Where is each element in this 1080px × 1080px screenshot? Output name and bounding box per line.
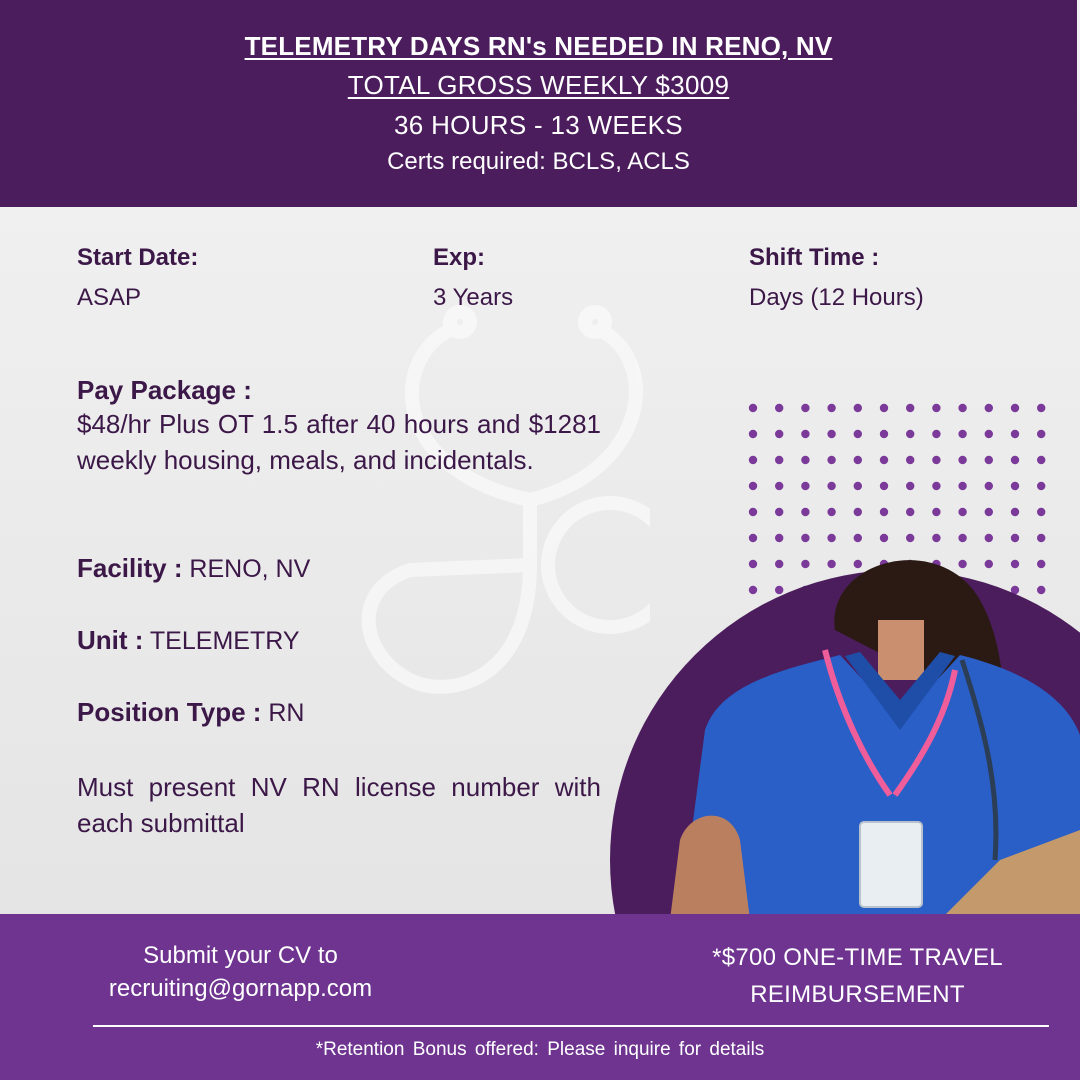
pattern-dot (985, 482, 993, 490)
pattern-dot (1011, 508, 1019, 516)
pattern-dot (801, 508, 809, 516)
shift-time-label: Shift Time : (749, 244, 880, 271)
facility-value: RENO, NV (182, 555, 311, 583)
pattern-dot (906, 534, 914, 542)
pattern-dot (906, 404, 914, 412)
pattern-dot (775, 404, 783, 412)
pattern-dot (854, 430, 862, 438)
pattern-dot (880, 404, 888, 412)
pattern-dot (801, 482, 809, 490)
pattern-dot (1037, 508, 1045, 516)
license-note: Must present NV RN license number with each submittal (77, 772, 601, 838)
pattern-dot (932, 404, 940, 412)
gross-weekly-pay: TOTAL GROSS WEEKLY $3009 (347, 70, 730, 100)
pattern-dot (854, 482, 862, 490)
unit-label: Unit : (77, 625, 144, 655)
position-type-label: Position Type : (77, 697, 262, 727)
pattern-dot (775, 482, 783, 490)
pattern-dot (880, 456, 888, 464)
start-date-label: Start Date: (77, 244, 199, 271)
travel-line-2: REIMBURSEMENT (750, 981, 965, 1008)
pattern-dot (985, 508, 993, 516)
pattern-dot (827, 534, 835, 542)
pattern-dot (906, 430, 914, 438)
pattern-dot (775, 456, 783, 464)
pattern-dot (1037, 430, 1045, 438)
facility-label: Facility : (77, 553, 183, 583)
facility-row (77, 553, 310, 584)
pattern-dot (985, 430, 993, 438)
pattern-dot (932, 430, 940, 438)
pattern-dot (749, 534, 757, 542)
hours-weeks: 36 HOURS - 13 WEEKS (394, 110, 683, 140)
pay-package-label: Pay Package : (77, 375, 252, 405)
submit-cv-block (88, 939, 393, 1005)
pattern-dot (958, 508, 966, 516)
pattern-dot (932, 456, 940, 464)
experience-value: 3 Years (433, 284, 514, 311)
pattern-dot (1011, 482, 1019, 490)
pattern-dot (801, 456, 809, 464)
pattern-dot (827, 404, 835, 412)
pattern-dot (880, 430, 888, 438)
pattern-dot (1011, 534, 1019, 542)
pattern-dot (985, 534, 993, 542)
start-date-block (77, 244, 198, 312)
pattern-dot (749, 456, 757, 464)
pattern-dot (906, 508, 914, 516)
pattern-dot (801, 534, 809, 542)
pattern-dot (854, 404, 862, 412)
pattern-dot (958, 430, 966, 438)
pattern-dot (932, 508, 940, 516)
shift-time-block (749, 244, 924, 312)
pattern-dot (1037, 456, 1045, 464)
pattern-dot (1011, 456, 1019, 464)
pattern-dot (958, 482, 966, 490)
pattern-dot (827, 508, 835, 516)
pattern-dot (749, 404, 757, 412)
pattern-dot (906, 456, 914, 464)
pattern-dot (827, 430, 835, 438)
travel-reimbursement (700, 939, 1015, 1013)
pattern-dot (1037, 404, 1045, 412)
pattern-dot (801, 430, 809, 438)
pattern-dot (880, 508, 888, 516)
pattern-dot (1011, 430, 1019, 438)
nurse-photo (610, 560, 1080, 920)
pattern-dot (775, 508, 783, 516)
experience-label: Exp: (433, 244, 486, 271)
certs-required: Certs required: BCLS, ACLS (387, 148, 690, 175)
pattern-dot (932, 534, 940, 542)
unit-row (77, 625, 300, 656)
pattern-dot (827, 456, 835, 464)
recruiting-email[interactable]: recruiting@gornapp.com (108, 975, 373, 1002)
pattern-dot (958, 404, 966, 412)
pattern-dot (854, 508, 862, 516)
pattern-dot (854, 456, 862, 464)
footer-banner (0, 914, 1080, 1080)
pattern-dot (775, 534, 783, 542)
pattern-dot (801, 404, 809, 412)
pattern-dot (1037, 482, 1045, 490)
experience-block (433, 244, 513, 312)
job-title: TELEMETRY DAYS RN's NEEDED IN RENO, NV (244, 31, 833, 61)
unit-value: TELEMETRY (143, 627, 300, 655)
position-type-row (77, 697, 304, 728)
pay-package-text: $48/hr Plus OT 1.5 after 40 hours and $1281 weekly housing, meals, and incidentals. (77, 409, 601, 475)
pattern-dot (958, 456, 966, 464)
pattern-dot (985, 404, 993, 412)
position-type-value: RN (261, 699, 305, 727)
pattern-dot (749, 430, 757, 438)
pattern-dot (775, 430, 783, 438)
stethoscope-icon (330, 300, 650, 780)
footer-divider (93, 1025, 1049, 1027)
pattern-dot (827, 482, 835, 490)
pattern-dot (749, 482, 757, 490)
pattern-dot (1037, 534, 1045, 542)
pattern-dot (880, 482, 888, 490)
pattern-dot (932, 482, 940, 490)
shift-time-value: Days (12 Hours) (749, 284, 924, 311)
pattern-dot (1011, 404, 1019, 412)
pattern-dot (906, 482, 914, 490)
travel-line-1: *$700 ONE-TIME TRAVEL (712, 944, 1003, 971)
retention-bonus-note: *Retention Bonus offered: Please inquire for details (315, 1039, 765, 1060)
job-details (77, 375, 601, 838)
submit-cv-text: Submit your CV to (143, 942, 338, 969)
start-date-value: ASAP (77, 284, 142, 311)
pattern-dot (854, 534, 862, 542)
pattern-dot (749, 508, 757, 516)
pattern-dot (880, 534, 888, 542)
pattern-dot (958, 534, 966, 542)
header-banner (0, 0, 1077, 207)
pattern-dot (985, 456, 993, 464)
